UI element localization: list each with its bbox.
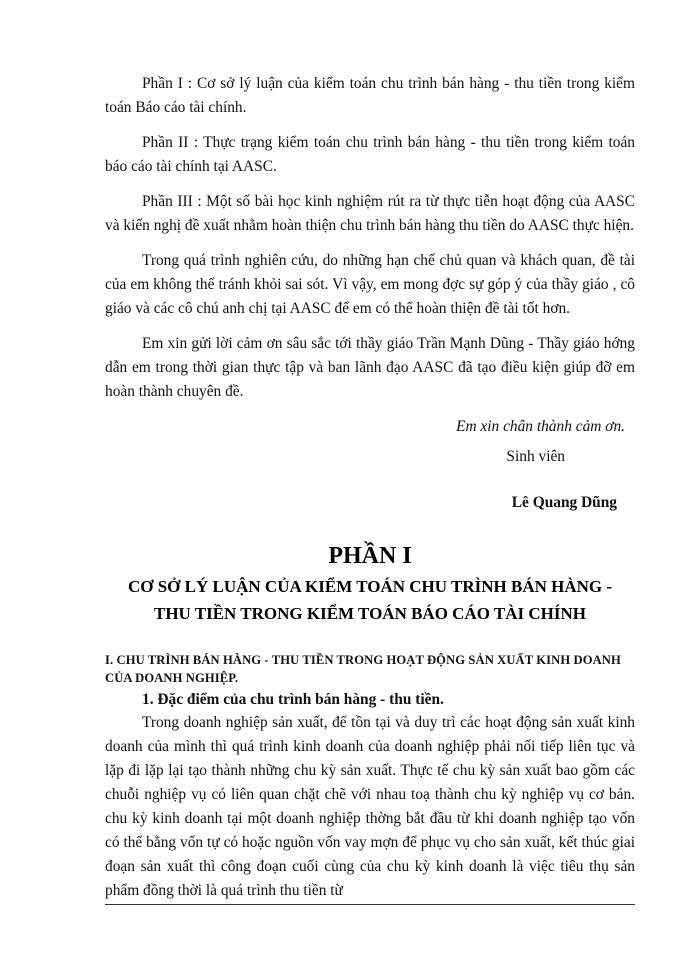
section-heading: I. CHU TRÌNH BÁN HÀNG - THU TIỀN TRONG HOẠT ĐỘNG SẢN XUẤT KINH DOANH CỦA DOANH NGHIỆP. [105, 653, 621, 685]
closing-role: Sinh viên [506, 448, 565, 465]
part-subtitle-line2: THU TIỀN TRONG KIỂM TOÁN BÁO CÁO TÀI CHÍNH [153, 604, 586, 623]
closing-signer-name: Lê Quang Dũng [511, 494, 617, 511]
section-body-paragraph: Trong doanh nghiệp sản xuất, để tồn tại và duy trì các hoạt động sản xuất kinh doanh của mình thì quá trình kinh doanh của doanh nghiệp phải nối tiếp liên tục và lặp đi lặp lại tạo thành những chu kỳ sản xuất. Thực tế chu kỳ sản xuất bao gồm các chuỗi nghiệp vụ có liên quan chặt chẽ với nhau toạ thành chu kỳ nghiệp vụ cơ bản. chu kỳ kinh doanh tại một doanh nghiệp thờng bắt đầu từ khi doanh nghiệp tạo vốn có thể bằng vốn tự có hoặc nguồn vốn vay mợn để phục vụ cho sản xuất, kết thúc giai đoạn sản xuất thì công đoạn cuối cùng của chu kỳ kinh doanh là việc tiêu thụ sản phẩm đồng thời là quá trình thu tiền từ [105, 714, 635, 899]
intro-paragraph-acknowledgement: Em xin gửi lời cảm ơn sâu sắc tới thầy giáo Trần Mạnh Dũng - Thầy giáo hớng dẫn em trong thời gian thực tập và ban lãnh đạo AASC đã tạo điều kiện giúp đỡ em hoàn thành chuyên đề. [105, 335, 635, 400]
intro-paragraph-part2: Phần II : Thực trạng kiểm toán chu trình bán hàng - thu tiền trong kiểm toán báo cáo tài chính tại AASC. [105, 134, 635, 175]
part-title: PHẦN I [328, 543, 412, 569]
intro-paragraph-part1: Phần I : Cơ sở lý luận của kiểm toán chu trình bán hàng - thu tiền trong kiểm toán Báo cáo tài chính. [105, 75, 635, 116]
footer-divider [105, 904, 635, 905]
closing-thanks: Em xin chân thành cảm ơn. [456, 418, 625, 435]
intro-paragraph-part3: Phần III : Một số bài học kinh nghiệm rút ra từ thực tiễn hoạt động của AASC và kiến nghị đề xuất nhằm hoàn thiện chu trình bán hàng thu tiền do AASC thực hiện. [105, 193, 635, 234]
intro-paragraph-limitations: Trong quá trình nghiên cứu, do những hạn chế chủ quan và khách quan, đề tài của em không thể tránh khỏi sai sót. Vì vậy, em mong đợc sự góp ý của thầy giáo , cô giáo và các cô chú anh chị tại AASC để em có thể hoàn thiện đề tài tốt hơn. [105, 252, 635, 317]
document-page [105, 72, 635, 903]
part-subtitle-line1: CƠ SỞ LÝ LUẬN CỦA KIỂM TOÁN CHU TRÌNH BÁN HÀNG - [127, 577, 613, 596]
subsection-heading: 1. Đặc điểm của chu trình bán hàng - thu tiền. [142, 691, 444, 708]
